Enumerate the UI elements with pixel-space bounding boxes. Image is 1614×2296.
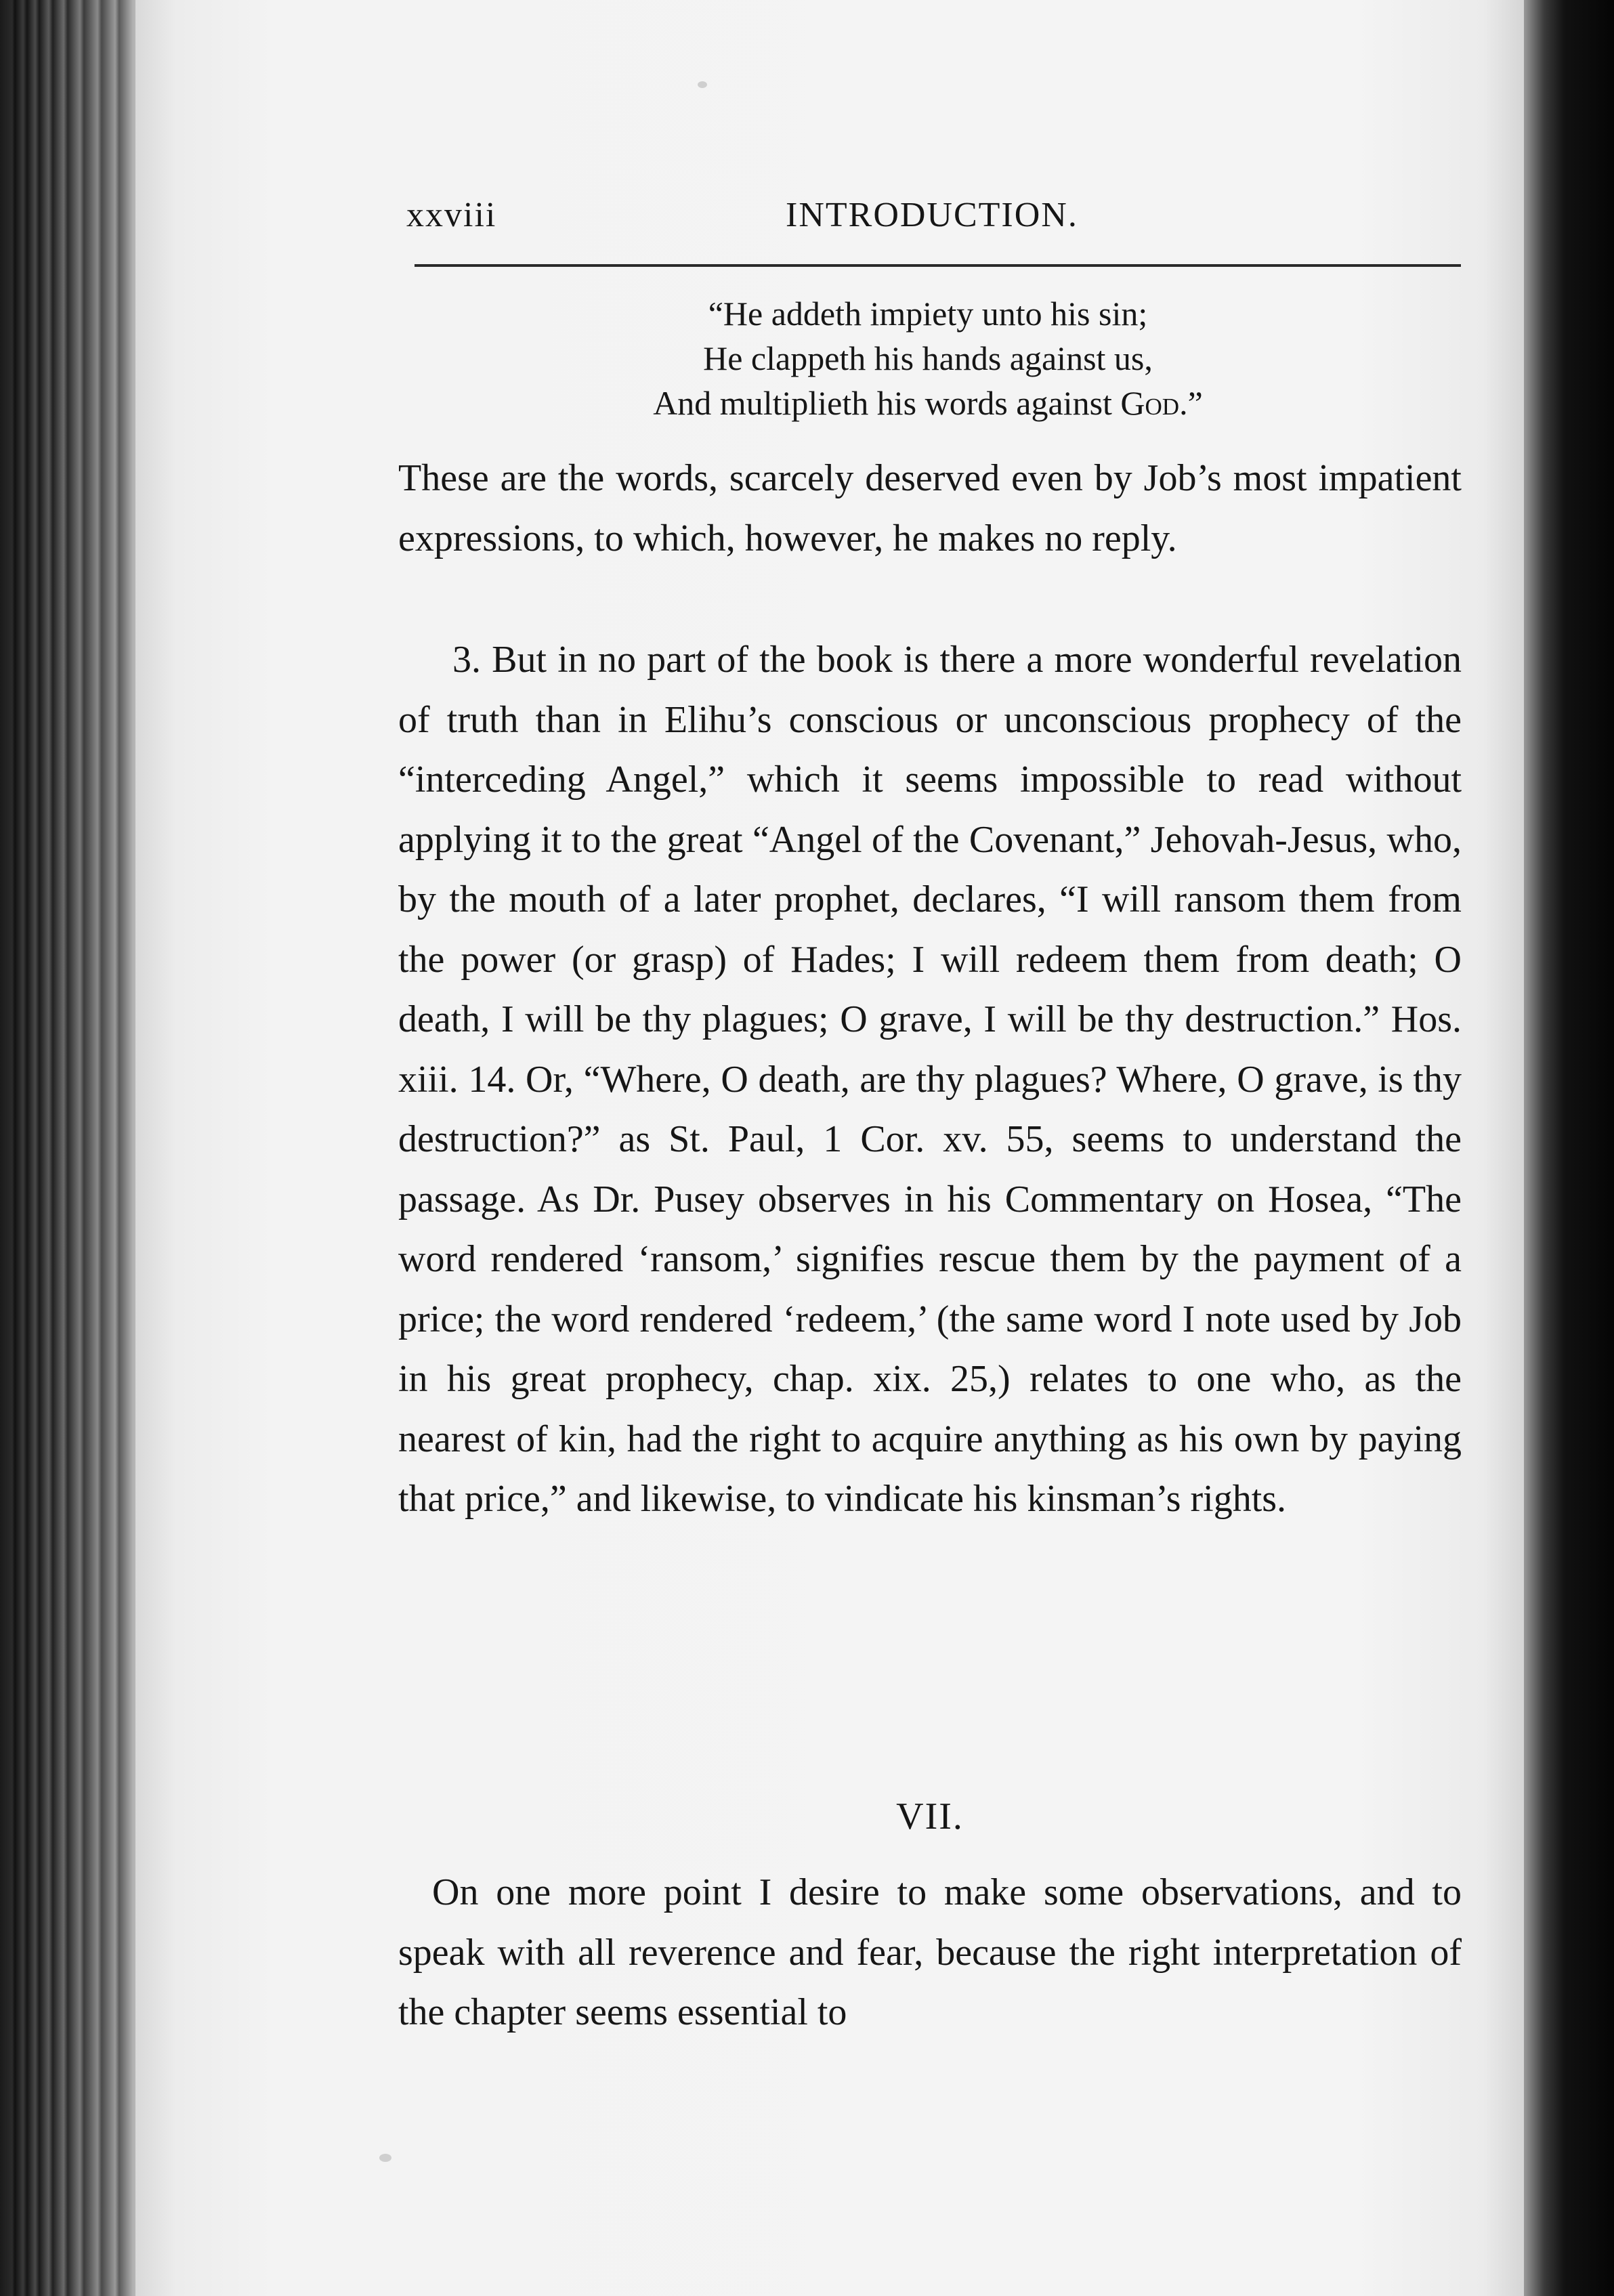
verse-line-1: “He addeth impiety unto his sin; [708,295,1148,333]
section-heading: VII. [896,1795,964,1837]
paragraph-1-text: These are the words, scarcely deserved even by Job’s most impatient expressions, to which, however, he makes no reply. [398,457,1462,559]
verse-line-3 [406,381,1449,425]
paragraph-2 [398,630,1462,1529]
page-number: xxviii [406,196,497,234]
verse-line-2: He clappeth his hands against us, [703,339,1153,377]
scan-speck [379,2154,391,2162]
verse-word-god: God [1120,384,1180,422]
paragraph-2-text: 3. But in no part of the book is there a more wonderful revelation of truth than in Elihu’s conscious or unconscious prophecy of the “interceding Angel,” which it seems impossible to read without applying it to the great “Angel of the Covenant,” Jehovah-Jesus, who, by the mouth of a later prophet, declares, “I will ransom them from the power (or grasp) of Hades; I will redeem them from death; O death, I will be thy plagues; O grave, I will be thy destruction.” Hos. xiii. 14. Or, “Where, O death, are thy plagues? Where, O grave, is thy destruction?” as St. Paul, 1 Cor. xv. 55, seems to understand the passage. As Dr. Pusey observes in his Commentary on Hosea, “The word rendered ‘ransom,’ signifies rescue them by the payment of a price; the word rendered ‘redeem,’ (the same word I note used by Job in his great prophecy, chap. xix. 25,) relates to one who, as the nearest of kin, had the right to acquire anything as his own by paying that price,” and likewise, to vindicate his kinsman’s rights. [398,639,1462,1520]
verse-line-3-prefix: And multiplieth his words against [653,384,1121,422]
paragraph-3 [398,1863,1462,2043]
book-edge-stack [0,0,146,2296]
verse-line-3-suffix: .” [1179,384,1203,422]
running-title: INTRODUCTION. [786,196,1078,234]
right-binding-shadow [1524,0,1614,2296]
paragraph-3-text: On one more point I desire to make some observations, and to speak with all reverence and fear, because the right interpretation of the chapter seems essential to [398,1871,1462,2033]
running-head [406,195,1585,242]
verse-quote [406,291,1449,425]
header-rule [415,264,1461,267]
scan-speck [698,81,707,88]
paragraph-1 [398,448,1462,568]
